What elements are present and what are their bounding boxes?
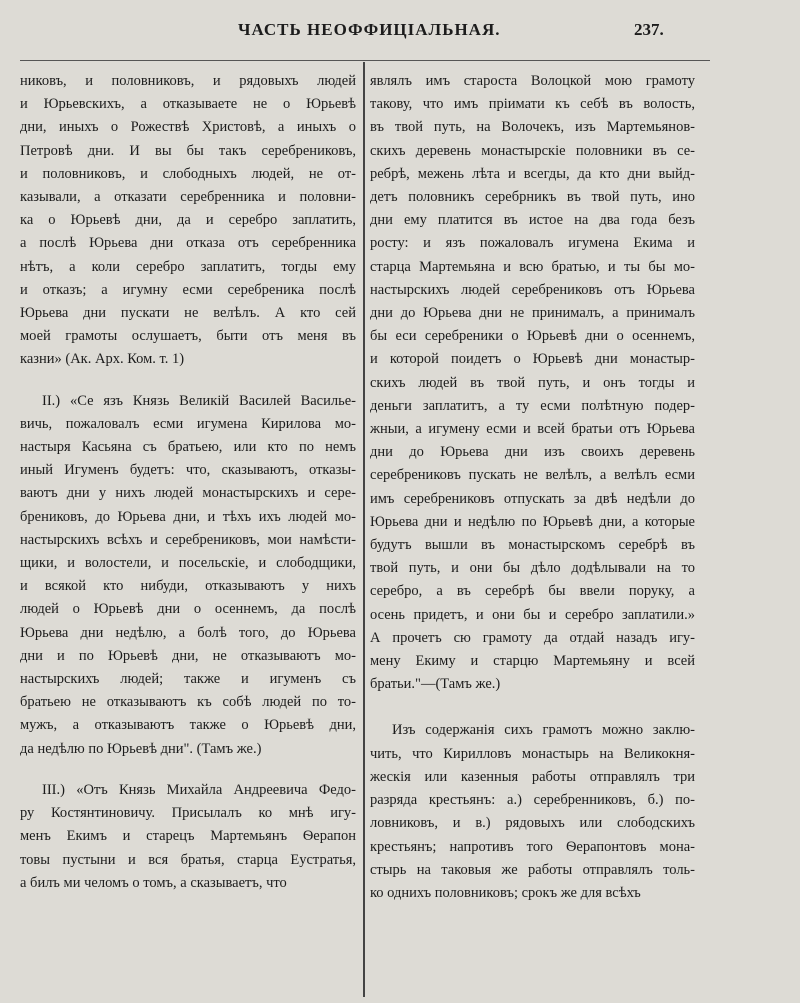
- text-line: скихъ людей въ твой путь, и онъ тогды и: [370, 374, 695, 391]
- text-line: являлъ имъ старостa Волоцкой мою грамоту: [370, 73, 695, 89]
- text-line: брениковъ, до Юрьева дни, и тѣхъ ихъ людей мо-: [20, 508, 356, 525]
- text-line: братьи."—(Тамъ же.): [370, 676, 501, 693]
- text-line: А прочетъ сю грамоту да отдай назадъ игу-: [370, 629, 695, 646]
- left-paragraph-3: [20, 779, 356, 895]
- text-line: дни ему платится въ истое на два года безъ: [370, 212, 695, 229]
- text-line: вичь, пожаловалъ есми игумена Кирилова мо-: [20, 415, 356, 432]
- text-line: Юрьева дни недѣлю, а болѣ того, до Юрьева: [20, 624, 356, 641]
- header-rule: [20, 60, 710, 61]
- text-line: детъ половникъ серебрникъ въ твой путь, ино: [370, 189, 695, 206]
- text-line: въ твой путь, на Волочекъ, изъ Мартемьянов-: [370, 119, 695, 136]
- text-line: скихъ деревень монастырскіе половники въ се-: [370, 142, 695, 159]
- text-line: а послѣ Юрьева дни отказа отъ серебренника: [20, 235, 356, 252]
- text-line: ловниковъ, и в.) рядовыхъ или слободскихъ: [370, 815, 695, 832]
- text-line: чить, что Кирилловъ монастырь на Великокня-: [370, 745, 695, 762]
- text-line: иный Игуменъ будетъ: что, сказываютъ, отказы-: [20, 462, 356, 479]
- text-line: настырскихъ людей; также и игуменъ съ: [20, 671, 356, 688]
- text-line: и Юрьевскихъ, а отказываете не о Юрьевѣ: [20, 96, 356, 113]
- right-paragraph-2: [370, 719, 695, 905]
- text-line: настырскихъ всѣхъ и серебрениковъ, мои намѣсти-: [20, 531, 356, 548]
- text-line: III.) «Отъ Князь Михайла Андреевича Федо-: [42, 781, 356, 798]
- left-column: [20, 70, 356, 895]
- text-line: разряда крестьянъ: а.) серебренниковъ, б.) по-: [370, 792, 695, 809]
- text-line: II.) «Се язъ Князь Великій Василей Василье-: [42, 392, 356, 409]
- text-line: твой путь, и они бы дѣло додѣлывали на то: [370, 560, 695, 577]
- text-line: мену Екиму и старцю Мартемьяну и всей: [370, 653, 695, 670]
- section-title: ЧАСТЬ НЕОФФИЦІАЛЬНАЯ.: [238, 20, 501, 39]
- text-line: нѣтъ, а коли серебро заплатитъ, тогды ему: [20, 258, 356, 275]
- text-line: дни, иныхъ о Рожествѣ Христовѣ, а иныхъ о: [20, 119, 356, 136]
- page-number: 237.: [634, 20, 664, 39]
- text-line: настыря Касьяна съ братьею, или кто по немъ: [20, 439, 356, 456]
- text-line: и всякой кто нибуди, отказываютъ у нихъ: [20, 578, 356, 595]
- text-line: Изъ содержанія сихъ грамотъ можно заклю-: [392, 722, 695, 739]
- text-line: ваютъ дни у нихъ людей монастырскихъ и сере-: [20, 485, 356, 502]
- text-line: ка о Юрьевѣ дни, да и серебро заплатить,: [20, 212, 356, 229]
- left-paragraph-1: [20, 70, 356, 372]
- text-line: и которой поидетъ о Юрьевѣ дни монастыр-: [370, 351, 695, 368]
- text-line: крестьянъ; напротивъ того Ѳерапонтовъ мона-: [370, 838, 695, 855]
- text-line: и отказъ; а игумну есми серебреника послѣ: [20, 281, 356, 298]
- text-line: ребрѣ, межень лѣта и всегды, да кто дни выйд-: [370, 165, 695, 182]
- text-line: казни» (Ак. Арх. Ком. т. 1): [20, 351, 185, 368]
- text-line: ру Костянтиновичу. Присылалъ ко мнѣ игу-: [20, 805, 356, 822]
- text-line: товы пустыни и вся братья, старца Еустратья,: [20, 851, 356, 868]
- right-column: [370, 70, 695, 905]
- text-line: старца Мартемьяна и всю братью, и ты бы мо-: [370, 258, 695, 275]
- text-line: дни до Юрьева дни не принималъ, а принималъ: [370, 305, 695, 322]
- text-line: росту: и язъ пожаловалъ игумена Екима и: [370, 235, 695, 252]
- text-line: ко однихъ половниковъ; срокъ же для всѣхъ: [370, 884, 641, 901]
- running-header: [0, 18, 800, 44]
- text-line: мужъ, а отказываютъ также о Юрьевѣ дни,: [20, 717, 356, 734]
- text-line: деньги заплатитъ, а ту есми полѣтную подер-: [370, 397, 695, 414]
- text-line: бы еси серебреники о Юрьевѣ дни о осеннемъ,: [370, 328, 695, 345]
- text-line: дни и по Юрьевѣ дни, не отказываютъ мо-: [20, 647, 356, 664]
- text-line: осень придетъ, и они бы и серебро заплатили.»: [370, 606, 695, 623]
- text-line: да недѣлю по Юрьевѣ дни". (Тамъ же.): [20, 740, 262, 757]
- text-line: Юрьева дни и недѣлю по Юрьевѣ дни, а которые: [370, 513, 695, 530]
- text-line: а билъ ми челомъ о томъ, а сказываетъ, что: [20, 874, 287, 891]
- text-line: жескія или казенныя работы отправлялъ три: [370, 768, 695, 785]
- text-line: серебро, а въ серебрѣ бы ввели поруку, а: [370, 583, 695, 600]
- text-line: людей о Юрьевѣ дни о осеннемъ, да послѣ: [20, 601, 356, 618]
- text-line: менъ Екимъ и старецъ Мартемьянъ Ѳерапон: [20, 828, 356, 845]
- right-paragraph-1: [370, 70, 695, 696]
- text-line: и половниковъ, и слободныхъ людей, не от-: [20, 165, 356, 182]
- text-line: стырь на таковыя же работы отправлялъ толь-: [370, 861, 695, 878]
- text-line: имъ серебрениковъ отпускать за двѣ недѣли до: [370, 490, 695, 507]
- text-line: серебрениковъ пускать не велѣлъ, а велѣлъ есми: [370, 467, 695, 484]
- text-line: казывали, а отказати серебренника и половни-: [20, 189, 356, 206]
- text-line: жныи, а игумену есми и всей братьи отъ Юрьева: [370, 421, 695, 438]
- text-line: щики, и волостели, и посельскіе, и слободщики,: [20, 555, 356, 572]
- text-line: такову, что имъ пріимати къ себѣ въ волость,: [370, 96, 695, 113]
- text-line: братьею не отказываютъ къ собѣ людей по то-: [20, 694, 356, 711]
- text-line: будутъ вышли въ монастырскомъ серебрѣ въ: [370, 537, 695, 554]
- text-line: никовъ, и половниковъ, и рядовыхъ людей: [20, 73, 356, 89]
- text-line: Юрьева дни пускати не велѣлъ. А кто сей: [20, 305, 356, 322]
- text-line: настырскихъ людей серебрениковъ отъ Юрьева: [370, 281, 695, 298]
- text-line: Петровѣ дни. И вы бы такъ серебрениковъ,: [20, 142, 356, 159]
- left-paragraph-2: [20, 390, 356, 761]
- text-line: дни до Юрьева дни изъ своихъ деревень: [370, 444, 695, 461]
- text-line: моей грамоты ослушаетъ, быти отъ меня въ: [20, 328, 356, 345]
- column-divider: [363, 62, 365, 997]
